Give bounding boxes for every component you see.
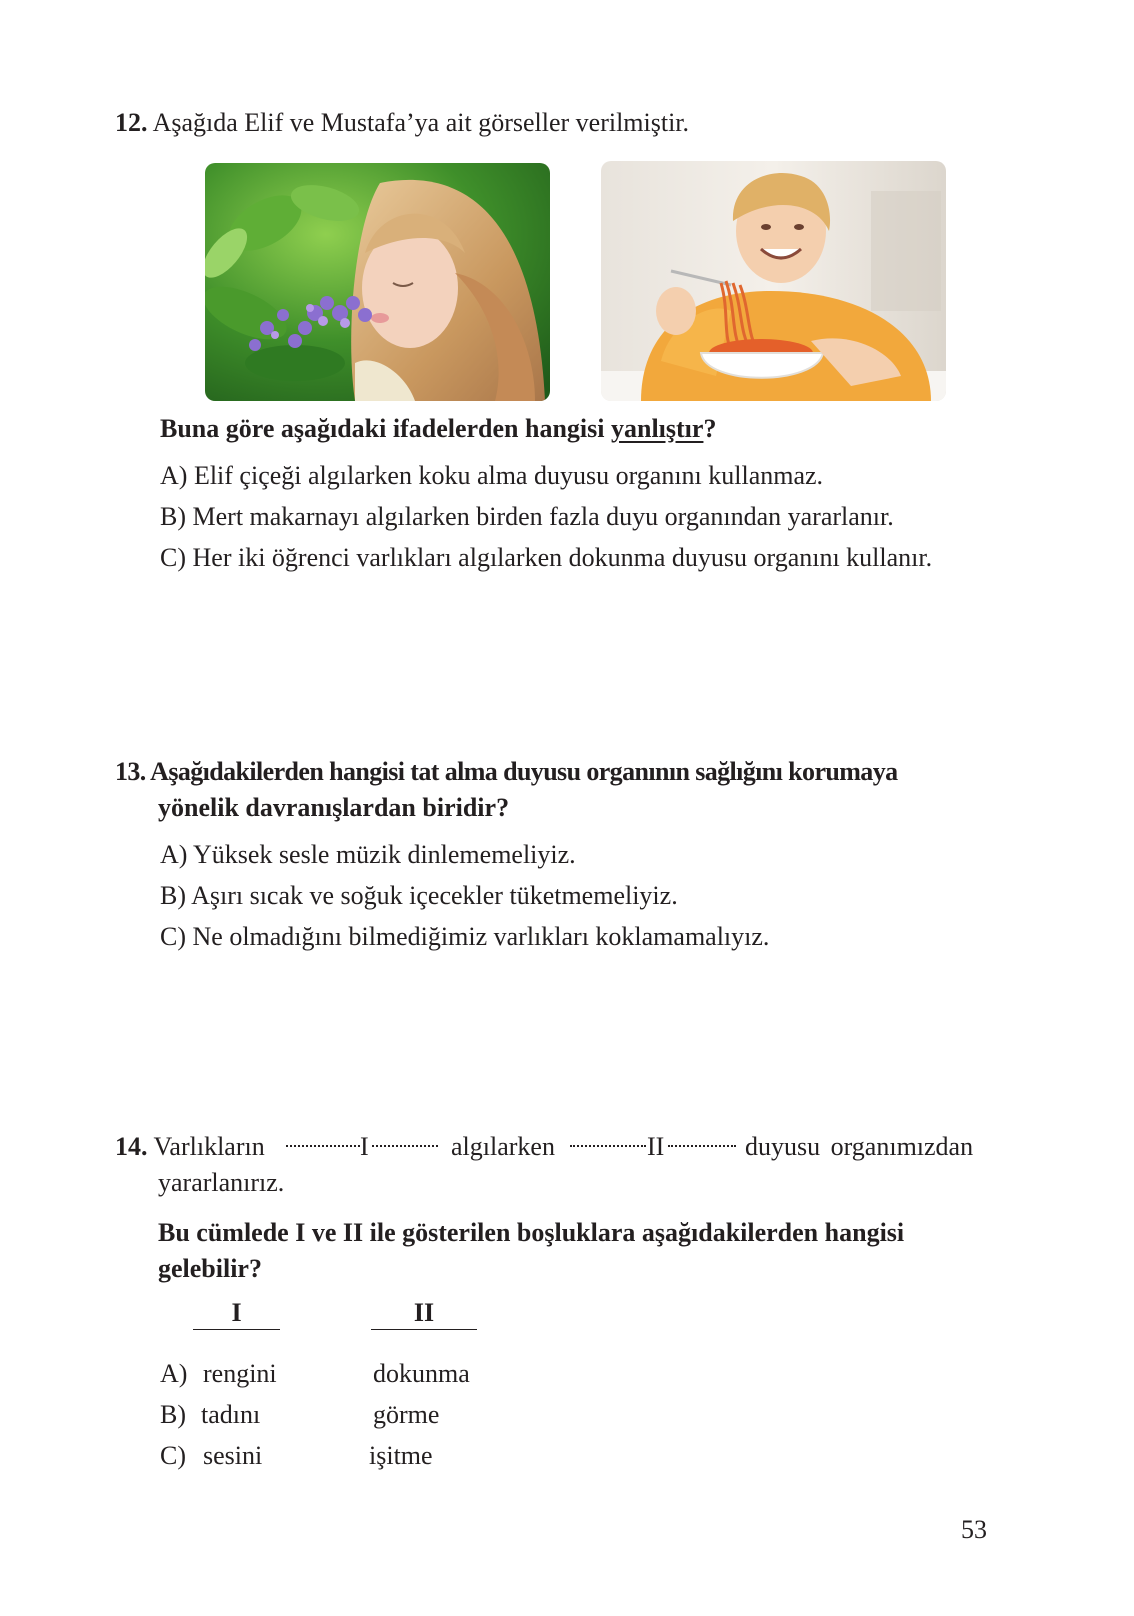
q13-number: 13. [115,757,146,786]
q12-question [160,412,716,446]
q14-option-a-col2: dokunma [373,1359,470,1388]
q12-option-c [160,541,932,575]
q13-line1: Aşağıdakilerden hangisi tat alma duyusu organının sağlığını korumaya [150,757,898,786]
q14-option-b-label: B) [160,1400,186,1429]
q14-option-a-col1: rengini [203,1359,277,1388]
page-number: 53 [961,1515,987,1544]
option-label: B) [160,502,186,531]
q14-option-c-col1: sesini [203,1441,263,1470]
option-text: Aşırı sıcak ve soğuk içecekler tüketmemeliyiz. [191,881,678,910]
q14-blank1-dots-right [372,1145,438,1147]
q14-blank1-label: I [360,1132,369,1161]
q14-option-c-col2: işitme [369,1441,433,1470]
option-label: C) [160,543,186,572]
option-label: A) [160,461,188,490]
q14-question-line2: gelebilir? [158,1254,262,1283]
q12-number: 12. [115,108,148,137]
option-label: C) [160,922,186,951]
q14-word1: Varlıkların [153,1132,265,1161]
girl-smelling-flower-photo [205,163,550,401]
q14-option-c-label: C) [160,1441,186,1470]
q14-word2: algılarken [451,1132,555,1161]
q14-blank2-dots-left [570,1145,646,1147]
q14-number: 14. [115,1132,148,1161]
q14-question-line1: Bu cümlede I ve II ile gösterilen boşluklara aşağıdakilerden hangisi [158,1218,905,1247]
q12-option-a [160,459,823,493]
q14-stem-line1 [115,1130,265,1164]
q12-question-underlined: yanlıştır [611,414,704,443]
option-label: A) [160,840,188,869]
q13-question-line2: yönelik davranışlardan biridir? [158,793,510,822]
q14-option-a-label: A) [160,1359,188,1388]
q14-word3: duyusu organımızdan [745,1132,974,1161]
option-text: Yüksek sesle müzik dinlememeliyiz. [192,840,576,869]
option-text: Mert makarnayı algılarken birden fazla duyu organından yararlanır. [192,502,894,531]
q14-option-b-col2: görme [373,1400,440,1429]
q12-stem-line [115,106,689,140]
q14-blank1-dots-left [286,1145,360,1147]
q12-stem: Aşağıda Elif ve Mustafa’ya ait görseller verilmiştir. [152,108,690,137]
option-text: Her iki öğrenci varlıkları algılarken dokunma duyusu organını kullanır. [192,543,933,572]
q14-stem-line2: yararlanırız. [158,1168,285,1197]
q14-blank2-dots-right [668,1145,736,1147]
q12-question-post: ? [703,414,717,443]
q12-question-pre: Buna göre aşağıdaki ifadelerden hangisi [160,414,611,443]
q14-column-header-ii: II [371,1297,477,1330]
option-text: Elif çiçeği algılarken koku alma duyusu organını kullanmaz. [193,461,824,490]
q13-option-a [160,838,576,872]
q14-column-header-i: I [193,1297,280,1330]
q13-option-b [160,879,678,913]
boy-eating-spaghetti-photo [601,161,946,401]
q14-option-b-col1: tadını [201,1400,261,1429]
q13-option-c [160,920,769,954]
q14-blank2-label: II [647,1132,665,1161]
option-text: Ne olmadığını bilmediğimiz varlıkları koklamamalıyız. [192,922,770,951]
q13-question-line1 [115,755,898,789]
q12-option-b [160,500,894,534]
option-label: B) [160,881,186,910]
